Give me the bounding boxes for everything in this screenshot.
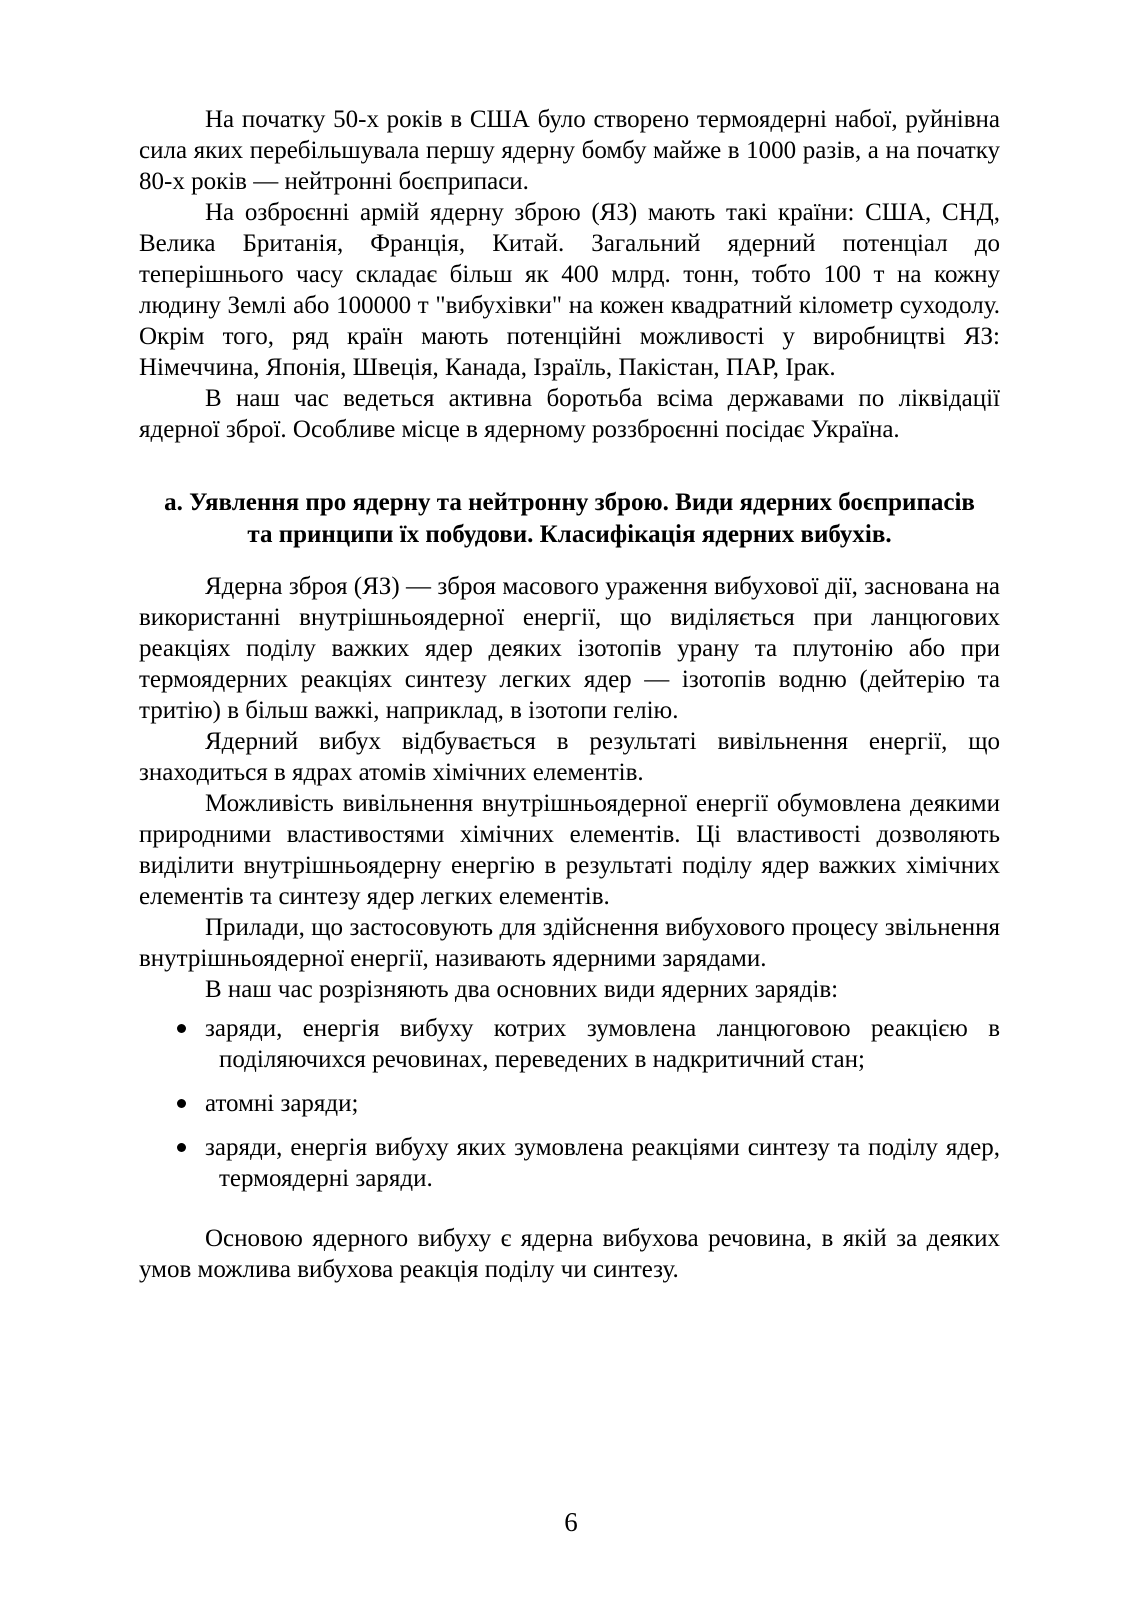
body-paragraph-4: Прилади, що застосовують для здійснення вибухового процесу звільнення внутрішньоядерної енергії, називають ядерними зарядами.	[139, 914, 1000, 972]
body-paragraph-5: В наш час розрізняють два основних види ядерних зарядів:	[205, 976, 839, 1003]
text-block	[139, 104, 1000, 1285]
list-item	[139, 1013, 1000, 1075]
bullet-icon	[177, 1024, 186, 1033]
list-item-text: атомні заряди;	[205, 1090, 359, 1117]
intro-paragraph-2: На озброєнні армій ядерну зброю (ЯЗ) мають такі країни: США, СНД, Велика Британія, Франція, Китай. Загальний ядерний потенціал до теперішнього часу складає більш як 400 млрд. тонн, тобто 100 т на кожну людину Землі або 100000 т "вибухівки" на кожен квадратний кілометр суходолу. Окрім того, ряд країн мають потенційні можливості у виробництві ЯЗ: Німеччина, Японія, Швеція, Канада, Ізраїль, Пакістан, ПАР, Ірак.	[139, 199, 1000, 381]
intro-paragraph-3: В наш час ведеться активна боротьба всіма державами по ліквідації ядерної зброї. Особливе місце в ядерному роззброєнні посідає Україна.	[139, 385, 1000, 443]
list-item	[139, 1088, 1000, 1119]
list-item	[139, 1132, 1000, 1194]
bullet-icon	[177, 1099, 186, 1108]
list-item-text: заряди, енергія вибуху котрих зумовлена ланцюговою реакцією в поділяючихся речовинах, переведених в надкритичний стан;	[205, 1015, 1000, 1073]
body-paragraph-2: Ядерний вибух відбувається в результаті вивільнення енергії, що знаходиться в ядрах атомів хімічних елементів.	[139, 728, 1000, 786]
bullet-icon	[177, 1143, 186, 1152]
closing-paragraph: Основою ядерного вибуху є ядерна вибухова речовина, в якій за деяких умов можлива вибухова реакція поділу чи синтезу.	[139, 1225, 1000, 1283]
charge-types-list	[139, 1013, 1000, 1194]
intro-paragraph-1: На початку 50-х років в США було створено термоядерні набої, руйнівна сила яких перебільшувала першу ядерну бомбу майже в 1000 разів, а на початку 80-х років — нейтронні боєприпаси.	[139, 106, 1000, 195]
body-paragraph-1: Ядерна зброя (ЯЗ) — зброя масового ураження вибухової дії, заснована на використанні внутрішньоядерної енергії, що виділяється при ланцюгових реакціях поділу важких ядер деяких ізотопів урану та плутонію або при термоядерних реакціях синтезу легких ядер — ізотопів водню (дейтерію та тритію) в більш важкі, наприклад, в ізотопи гелію.	[139, 573, 1000, 724]
page-number: 6	[564, 1507, 578, 1537]
section-heading: а. Уявлення про ядерну та нейтронну зброю. Види ядерних боєприпасів та принципи їх побудови. Класифікація ядерних вибухів.	[164, 489, 975, 548]
list-item-text: заряди, енергія вибуху яких зумовлена реакціями синтезу та поділу ядер, термоядерні заряди.	[205, 1134, 1000, 1192]
body-paragraph-3: Можливість вивільнення внутрішньоядерної енергії обумовлена деякими природними властивостями хімічних елементів. Ці властивості дозволяють виділити внутрішньоядерну енергію в результаті поділу ядер важких хімічних елементів та синтезу ядер легких елементів.	[139, 790, 1000, 910]
